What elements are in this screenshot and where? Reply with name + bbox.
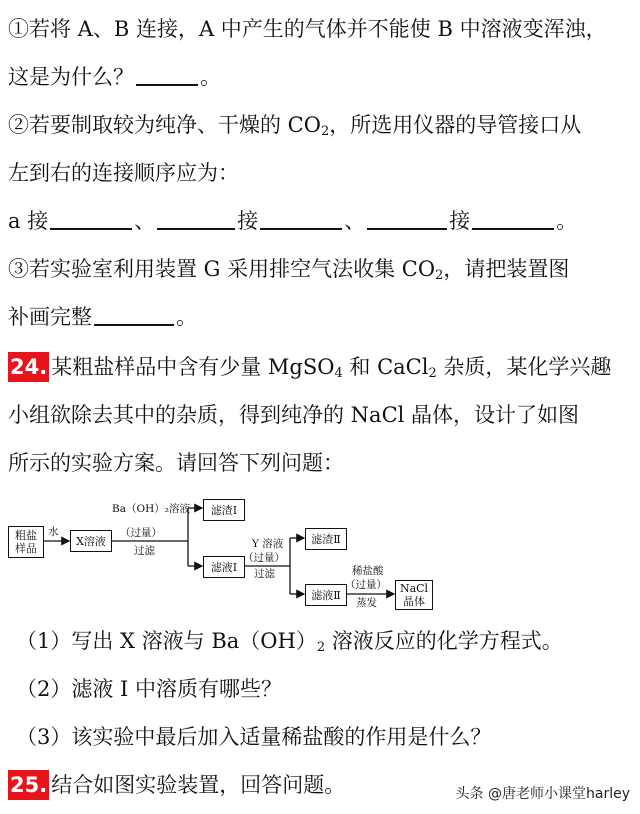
filtrate-1-box: 滤液Ⅰ [203, 556, 245, 578]
excess-label-2: （过量） [243, 552, 285, 564]
answer-blank [472, 206, 554, 230]
q24-sub3: （3）该实验中最后加入适量稀盐酸的作用是什么？ [16, 725, 492, 749]
hcl-label: 稀盐酸 [352, 565, 384, 577]
crude-salt-box: 粗盐样品 [8, 526, 44, 558]
q24-line1: 24. 某粗盐样品中含有少量 MgSO$_4$ 和 CaCl$_2$ 杂质，某化学兴趣 [8, 352, 632, 389]
evaporate-label: 蒸发 [356, 597, 377, 609]
q23-part1-line2: 这是为什么？ 。 [8, 62, 632, 92]
q24-line2: 小组欲除去其中的杂质，得到纯净的 NaCl 晶体，设计了如图 [8, 403, 580, 427]
question-number-badge: 24. [8, 352, 49, 382]
excess-label-1: （过量） [120, 527, 162, 539]
answer-blank [157, 206, 235, 230]
filter-label-1: 过滤 [134, 545, 155, 557]
experiment-flow-diagram [0, 486, 640, 618]
residue-1-box: 滤渣Ⅰ [203, 499, 245, 521]
q23-part2-line1: ②若要制取较为纯净、干燥的 $CO_2$，所选用仪器的导管接口从 [8, 113, 582, 139]
q24-sub2: （2）滤液 I 中溶质有哪些？ [16, 677, 283, 701]
filter-label-2: 过滤 [254, 568, 275, 580]
water-label: 水 [48, 526, 59, 538]
excess-label-3: （过量） [345, 579, 387, 591]
answer-blank [367, 206, 447, 230]
question-number-badge: 25. [8, 770, 49, 800]
q23-part2-line2: 左到右的连接顺序应为： [8, 161, 239, 185]
q24-sub1: （1）写出 X 溶液与 $Ba(OH)_2$ 溶液反应的化学方程式。 [16, 629, 563, 655]
residue-2-box: 滤渣Ⅱ [305, 528, 347, 550]
filtrate-2-box: 滤液Ⅱ [305, 584, 347, 606]
answer-blank [50, 206, 132, 230]
q23-part2-line3: a 接 、 接 、 接 。 [8, 206, 632, 236]
answer-blank [94, 302, 174, 326]
nacl-crystal-box: NaCl 晶体 [395, 580, 433, 610]
watermark: 头条 @唐老师小课堂harley [455, 786, 630, 802]
q23-part3-line2: 补画完整 。 [8, 302, 632, 332]
answer-blank [260, 206, 342, 230]
x-solution-box: X溶液 [70, 530, 112, 552]
answer-blank [136, 62, 198, 86]
q24-line3: 所示的实验方案。请回答下列问题： [8, 451, 344, 475]
baoh2-label: Ba（OH）₂溶液 [112, 503, 190, 515]
q23-part3-line1: ③若实验室利用装置 G 采用排空气法收集 $CO_2$，请把装置图 [8, 257, 570, 283]
y-solution-label: Y 溶液 [252, 538, 284, 550]
q25-line: 25. 结合如图实验装置，回答问题。 [8, 770, 440, 800]
q23-part1-line1: ①若将 A、B 连接，A 中产生的气体并不能使 B 中溶液变浑浊， [8, 17, 607, 41]
